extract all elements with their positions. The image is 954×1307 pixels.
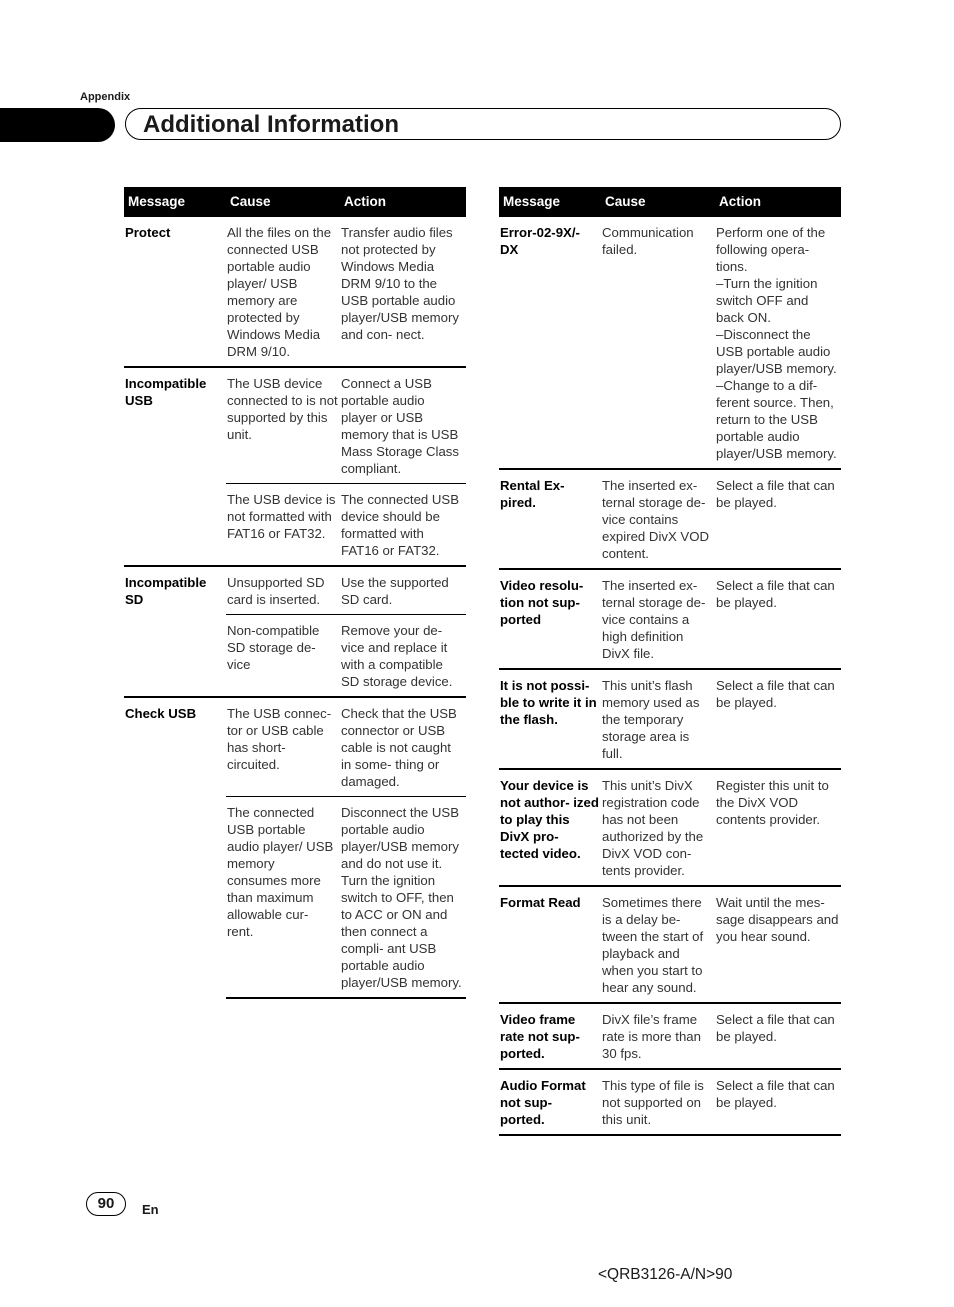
table-row xyxy=(124,367,466,484)
section-label: Appendix xyxy=(80,91,131,103)
action-cell: Select a file that can be played. xyxy=(715,1069,841,1135)
cause-cell: Communication failed. xyxy=(601,216,715,469)
cause-cell: The inserted ex- ternal storage de- vice contains a high definition DivX file. xyxy=(601,569,715,669)
page-title: Additional Information xyxy=(143,111,399,138)
message-cell: Format Read xyxy=(499,886,601,1003)
message-cell: Incompatible SD xyxy=(124,566,226,697)
action-cell: Select a file that can be played. xyxy=(715,1003,841,1069)
table-row xyxy=(499,1003,841,1069)
table-row xyxy=(499,216,841,469)
table-row xyxy=(499,469,841,569)
table-row xyxy=(499,1069,841,1135)
table-row xyxy=(499,569,841,669)
cause-cell: The USB device is not formatted with FAT16 or FAT32. xyxy=(226,484,340,567)
message-cell: Video resolu- tion not sup- ported xyxy=(499,569,601,669)
message-cell: Your device is not author- ized to play this DivX pro- tected video. xyxy=(499,769,601,886)
action-cell: Disconnect the USB portable audio player/USB memory and do not use it. Turn the ignition switch to OFF, then to ACC or ON and then connect a compli- ant USB portable audio player/USB memory. xyxy=(340,797,466,999)
table-row xyxy=(124,566,466,615)
message-cell: Rental Ex- pired. xyxy=(499,469,601,569)
message-cell: Audio Format not sup- ported. xyxy=(499,1069,601,1135)
table-row xyxy=(499,769,841,886)
left-message-table xyxy=(124,187,466,999)
column-header-cause: Cause xyxy=(226,187,340,216)
table-row xyxy=(499,886,841,1003)
cause-cell: The USB device connected to is not supported by this unit. xyxy=(226,367,340,484)
action-cell: Transfer audio files not protected by Windows Media DRM 9/10 to the USB portable audio player/USB memory and con- nect. xyxy=(340,216,466,367)
language-code: En xyxy=(142,1202,159,1217)
column-header-cause: Cause xyxy=(601,187,715,216)
title-banner xyxy=(125,108,841,140)
table-row xyxy=(124,216,466,367)
column-header-action: Action xyxy=(340,187,466,216)
action-cell: Remove your de- vice and replace it with a compatible SD storage device. xyxy=(340,615,466,698)
section-tab xyxy=(0,108,115,142)
cause-cell: All the files on the connected USB portable audio player/ USB memory are protected by Windows Media DRM 9/10. xyxy=(226,216,340,367)
cause-cell: Non-compatible SD storage de- vice xyxy=(226,615,340,698)
table-row xyxy=(124,697,466,797)
message-cell: Video frame rate not sup- ported. xyxy=(499,1003,601,1069)
action-cell: The connected USB device should be formatted with FAT16 or FAT32. xyxy=(340,484,466,567)
cause-cell: Unsupported SD card is inserted. xyxy=(226,566,340,615)
message-cell: Incompatible USB xyxy=(124,367,226,566)
cause-cell: The inserted ex- ternal storage de- vice contains expired DivX VOD content. xyxy=(601,469,715,569)
right-message-table xyxy=(499,187,841,1136)
column-header-action: Action xyxy=(715,187,841,216)
cause-cell: The connected USB portable audio player/ USB memory consumes more than maximum allowable cur- rent. xyxy=(226,797,340,999)
action-cell: Select a file that can be played. xyxy=(715,469,841,569)
cause-cell: This type of file is not supported on this unit. xyxy=(601,1069,715,1135)
action-cell: Select a file that can be played. xyxy=(715,569,841,669)
cause-cell: This unit’s flash memory used as the temporary storage area is full. xyxy=(601,669,715,769)
message-cell: Error-02-9X/- DX xyxy=(499,216,601,469)
cause-cell: The USB connec- tor or USB cable has short- circuited. xyxy=(226,697,340,797)
action-cell: Connect a USB portable audio player or USB memory that is USB Mass Storage Class compliant. xyxy=(340,367,466,484)
action-cell: Register this unit to the DivX VOD contents provider. xyxy=(715,769,841,886)
table-header-row xyxy=(124,187,466,216)
action-cell: Perform one of the following opera- tions. –Turn the ignition switch OFF and back ON. –Disconnect the USB portable audio player/USB memory. –Change to a dif- ferent source. Then, return to the USB portable audio player/USB memory. xyxy=(715,216,841,469)
document-code: <QRB3126-A/N>90 xyxy=(598,1266,733,1283)
action-cell: Check that the USB connector or USB cable is not caught in some- thing or damaged. xyxy=(340,697,466,797)
column-header-message: Message xyxy=(499,187,601,216)
page-number: 90 xyxy=(86,1192,126,1216)
action-cell: Use the supported SD card. xyxy=(340,566,466,615)
table-header-row xyxy=(499,187,841,216)
column-header-message: Message xyxy=(124,187,226,216)
cause-cell: DivX file’s frame rate is more than 30 fps. xyxy=(601,1003,715,1069)
message-cell: Protect xyxy=(124,216,226,367)
message-cell: It is not possi- ble to write it in the flash. xyxy=(499,669,601,769)
cause-cell: This unit’s DivX registration code has not been authorized by the DivX VOD con- tents provider. xyxy=(601,769,715,886)
table-row xyxy=(499,669,841,769)
message-cell: Check USB xyxy=(124,697,226,998)
action-cell: Wait until the mes- sage disappears and you hear sound. xyxy=(715,886,841,1003)
cause-cell: Sometimes there is a delay be- tween the start of playback and when you start to hear any sound. xyxy=(601,886,715,1003)
action-cell: Select a file that can be played. xyxy=(715,669,841,769)
